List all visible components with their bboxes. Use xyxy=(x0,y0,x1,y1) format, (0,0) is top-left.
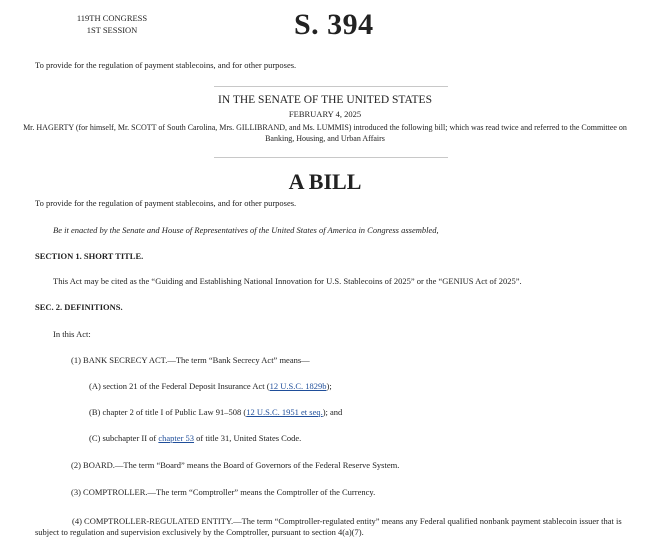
congress-session: 1ST SESSION xyxy=(86,25,138,35)
paragraph-3-label: (3) COMPTROLLER. xyxy=(71,487,148,497)
subparagraph-a-text: (A) section 21 of the Federal Deposit Insurance Act ( xyxy=(89,381,270,391)
section-1-heading: SECTION 1. SHORT TITLE. xyxy=(35,251,144,261)
paragraph-3 xyxy=(71,487,375,497)
chapter-53-link[interactable]: chapter 53 xyxy=(158,433,195,443)
enacting-clause: Be it enacted by the Senate and House of Representatives of the United States of America in Congress assembled, xyxy=(53,225,439,235)
paragraph-1 xyxy=(71,355,310,365)
subparagraph-a-end: ); xyxy=(326,381,332,391)
bill-title: A BILL xyxy=(288,169,362,194)
congress-number: 119TH CONGRESS xyxy=(76,13,148,23)
paragraph-2-text: —The term “Board” means the Board of Governors of the Federal Reserve System. xyxy=(114,460,400,470)
divider-top xyxy=(214,86,448,87)
bill-number: S. 394 xyxy=(294,8,374,41)
usc-1829b-link[interactable]: 12 U.S.C. 1829b xyxy=(269,381,327,391)
subparagraph-c-text: (C) subchapter II of xyxy=(89,433,159,443)
section-2-intro: In this Act: xyxy=(53,329,91,339)
subparagraph-c-end: of title 31, United States Code. xyxy=(194,433,302,443)
introduction-text: Mr. HAGERTY (for himself, Mr. SCOTT of South Carolina, Mrs. GILLIBRAND, and Ms. LUMMIS) introduced the following bill; which was read twice and referred to the Committee on Banking, Housing, and Urban Affairs xyxy=(23,123,627,143)
congress-info xyxy=(62,12,162,36)
subparagraph-b xyxy=(89,407,342,417)
subparagraph-b-end: ); and xyxy=(322,407,343,417)
divider-bottom xyxy=(214,157,448,158)
paragraph-1-label: (1) BANK SECRECY ACT. xyxy=(71,355,168,365)
paragraph-4-label: (4) COMPTROLLER-REGULATED ENTITY. xyxy=(72,516,234,526)
senate-date: FEBRUARY 4, 2025 xyxy=(288,109,362,119)
bill-purpose: To provide for the regulation of payment stablecoins, and for other purposes. xyxy=(35,198,297,208)
subparagraph-a xyxy=(89,381,332,391)
paragraph-1-text: —The term “Bank Secrecy Act” means— xyxy=(167,355,310,365)
paragraph-2-label: (2) BOARD. xyxy=(71,460,115,470)
subparagraph-c xyxy=(89,433,301,443)
senate-heading: IN THE SENATE OF THE UNITED STATES xyxy=(218,94,432,106)
paragraph-2 xyxy=(71,460,399,470)
section-1-text: This Act may be cited as the “Guiding and Establishing National Innovation for U.S. Stablecoins of 2025” or the “GENIUS Act of 2025”. xyxy=(53,276,522,286)
purpose-top: To provide for the regulation of payment stablecoins, and for other purposes. xyxy=(35,60,297,70)
subparagraph-b-text: (B) chapter 2 of title I of Public Law 91–508 ( xyxy=(89,407,247,417)
paragraph-4 xyxy=(35,516,635,538)
section-2-heading: SEC. 2. DEFINITIONS. xyxy=(35,302,123,312)
paragraph-4-text: —The term “Comptroller-regulated entity” means any Federal qualified nonbank payment stablecoin issuer that is subject to regulation and supervision exclusively by the Comptroller, pursuant to section 4(a)(7). xyxy=(35,516,622,537)
usc-1951-link[interactable]: 12 U.S.C. 1951 et seq. xyxy=(246,407,323,417)
paragraph-3-text: —The term “Comptroller” means the Comptroller of the Currency. xyxy=(147,487,376,497)
